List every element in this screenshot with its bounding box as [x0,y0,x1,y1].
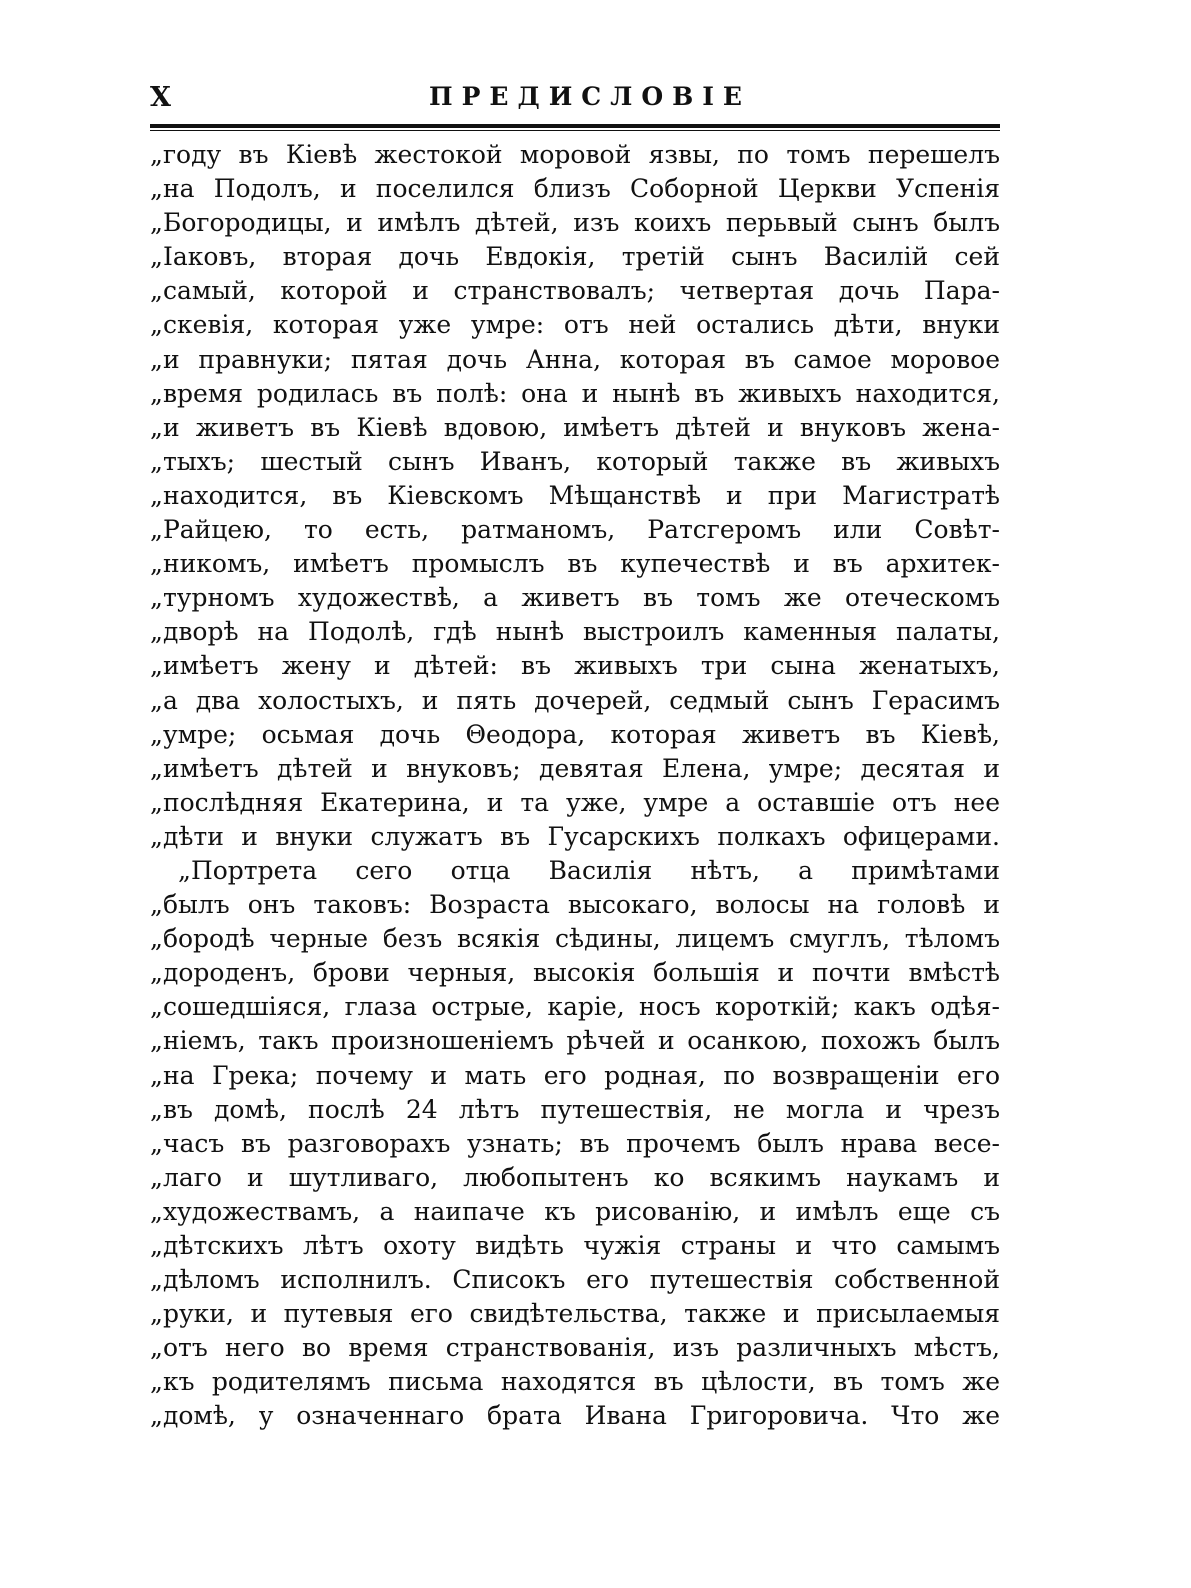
text-line: „послѣдняя Екатерина, и та уже, умре а оставшіе отъ нее [150,787,1000,817]
text-line: „турномъ художествѣ, а живетъ въ томъ же отеческомъ [150,583,1000,613]
text-line: „сошедшіяся, глаза острые, каріе, носъ короткій; какъ одѣя- [150,992,1000,1022]
text-line: „былъ онъ таковъ: Возраста высокаго, волосы на головѣ и [150,890,1000,920]
text-line: „отъ него во время странствованія, изъ различныхъ мѣстъ, [150,1333,1000,1363]
text-line: „тыхъ; шестый сынъ Иванъ, который также въ живыхъ [150,446,1000,476]
text-line: „на Подолъ, и поселился близъ Соборной Церкви Успенія [150,174,1000,204]
text-line: „домѣ, у означеннаго брата Ивана Григоровича. Что же [150,1401,1000,1431]
text-line: „дѣломъ исполнилъ. Списокъ его путешествія собственной [150,1265,1000,1295]
text-line: „никомъ, имѣетъ промыслъ въ купечествѣ и въ архитек- [150,549,1000,579]
text-line: „художествамъ, а наипаче къ рисованію, и имѣлъ еще съ [150,1196,1000,1226]
text-line: „а два холостыхъ, и пять дочерей, седмый сынъ Герасимъ [150,685,1000,715]
text-line: „находится, въ Кіевскомъ Мѣщанствѣ и при Магистратѣ [150,480,1000,510]
text-line: „время родилась въ полѣ: она и нынѣ въ живыхъ находится, [150,378,1000,408]
page-number: X [150,82,172,113]
text-line: „Райцею, то есть, ратманомъ, Ратсгеромъ или Совѣт- [150,515,1000,545]
text-line: „къ родителямъ письма находятся въ цѣлости, въ томъ же [150,1367,1000,1397]
text-line: „самый, которой и странствовалъ; четвертая дочь Пара- [150,276,1000,306]
text-line: „дворѣ на Подолѣ, гдѣ нынѣ выстроилъ каменныя палаты, [150,617,1000,647]
text-line: „году въ Кіевѣ жестокой моровой язвы, по томъ перешелъ [150,140,1000,169]
text-line: „въ домѣ, послѣ 24 лѣтъ путешествія, не могла и чрезъ [150,1094,1000,1124]
text-line: „руки, и путевыя его свидѣтельства, также и присылаемыя [150,1299,1000,1329]
text-line: „часъ въ разговорахъ узнать; въ прочемъ былъ нрава весе- [150,1128,1000,1158]
text-line: „лаго и шутливаго, любопытенъ ко всякимъ наукамъ и [150,1162,1000,1192]
text-line: „и правнуки; пятая дочь Анна, которая въ самое моровое [150,344,1000,374]
text-line: „имѣетъ жену и дѣтей: въ живыхъ три сына женатыхъ, [150,651,1000,681]
running-title: ПРЕДИСЛОВІЕ [429,82,751,111]
text-line: „Богородицы, и имѣлъ дѣтей, изъ коихъ перьвый сынъ былъ [150,208,1000,238]
page-header [150,82,1000,122]
paragraph-start-line: „Портрета сего отца Василія нѣтъ, а примѣтами [178,855,1000,885]
text-line: „Іаковъ, вторая дочь Евдокія, третій сынъ Василій сей [150,242,1000,272]
text-line: „на Грека; почему и мать его родная, по возвращеніи его [150,1060,1000,1090]
text-line: „дороденъ, брови черныя, высокія большія и почти вмѣстѣ [150,958,1000,988]
text-line: „дѣтскихъ лѣтъ охоту видѣть чужія страны и что самымъ [150,1231,1000,1260]
text-line: „и живетъ въ Кіевѣ вдовою, имѣетъ дѣтей и внуковъ жена- [150,412,1000,442]
text-line: „бородѣ черные безъ всякія сѣдины, лицемъ смуглъ, тѣломъ [150,924,1000,954]
header-rule [150,124,1000,128]
text-line: „умре; осьмая дочь Θеодора, которая живетъ въ Кіевѣ, [150,719,1000,749]
body-text [150,138,1000,1434]
text-line: „ніемъ, такъ произношеніемъ рѣчей и осанкою, похожъ былъ [150,1026,1000,1056]
text-line: „имѣетъ дѣтей и внуковъ; девятая Елена, умре; десятая и [150,753,1000,783]
header-rule-thin [150,130,1000,131]
text-line: „дѣти и внуки служатъ въ Гусарскихъ полкахъ офицерами. [150,821,1000,851]
text-line: „скевія, которая уже умре: отъ ней остались дѣти, внуки [150,310,1000,340]
